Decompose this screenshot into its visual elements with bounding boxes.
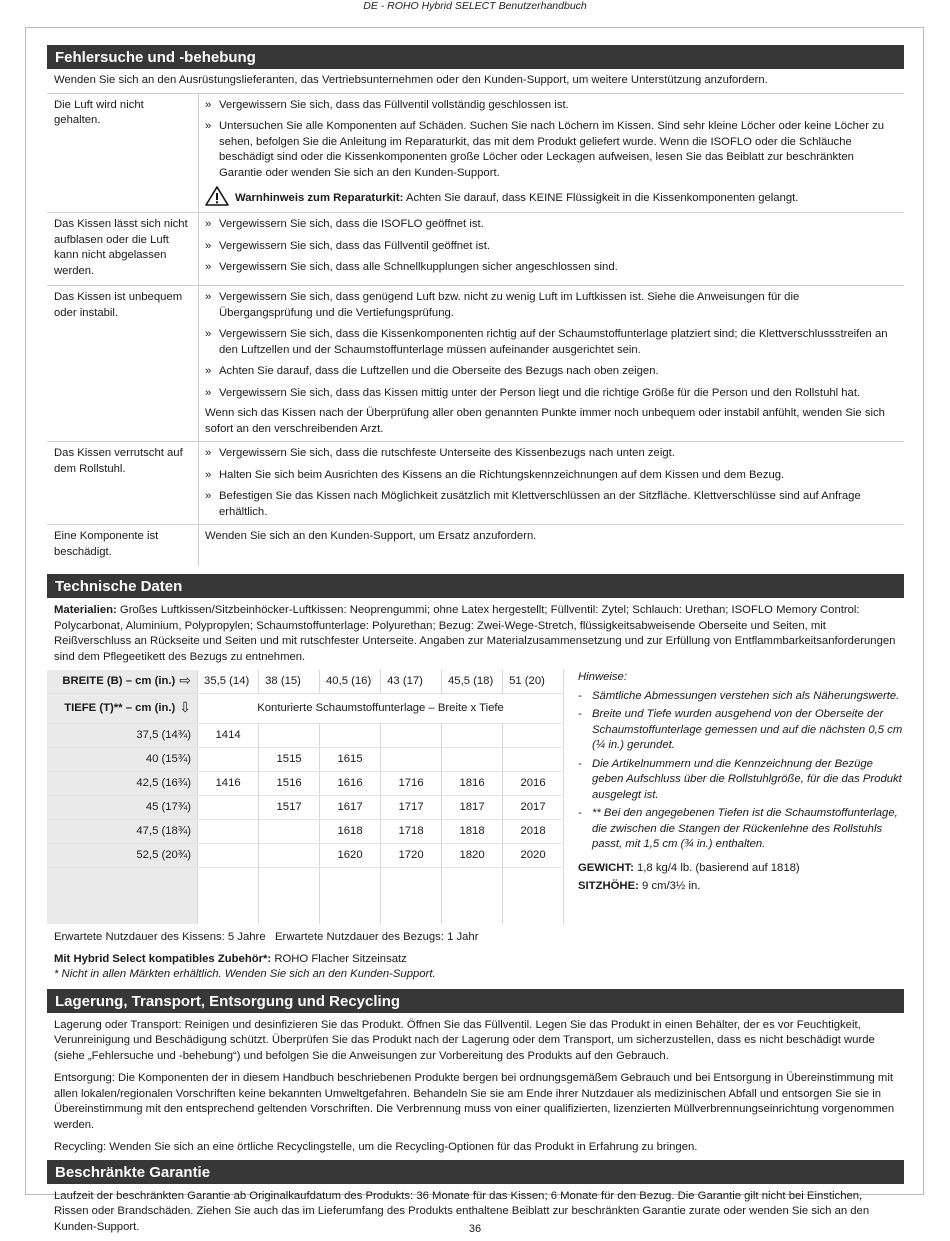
table-cell (381, 724, 442, 748)
problem-label: Das Kissen lässt sich nicht aufblasen oder die Luft kann nicht abgelassen werden. (47, 213, 199, 285)
table-cell: 1414 (198, 724, 259, 748)
warning-note (205, 186, 894, 206)
depth-cell: 40 (15¾) (47, 748, 198, 772)
depth-cell: 45 (17¾) (47, 796, 198, 820)
solution-bullet: » Vergewissern Sie sich, dass die rutschfeste Unterseite des Kissenbezugs nach unten zeigt. (205, 446, 894, 462)
solution-bullet: » Vergewissern Sie sich, dass genügend Luft bzw. nicht zu wenig Luft im Luftkissen ist. Siehe die Anweisungen für die Übergangsprüfung und die Vertiefungsprüfung. (205, 290, 894, 321)
solution-bullet: » Untersuchen Sie alle Komponenten auf Schäden. Suchen Sie nach Löchern im Kissen. Sind sehr kleine Löcher oder keine Löcher zu sehen, befolgen Sie die Anleitung im Reparaturkit, das mit dem Produkt geliefert wurde. Wenn die ISOFLO oder die Schläuche beschädigt sind oder die Kissenkomponenten große Löcher oder Leckagen aufweisen, lesen Sie das Beiblatt zur beschränkten Garantie oder wenden Sie sich an den Kunden-Support. (205, 119, 894, 181)
table-row (47, 796, 564, 820)
solution-bullet: » Vergewissern Sie sich, dass das Kissen mittig unter der Person liegt und die richtige Größe für die Person und den Rollstuhl hat. (205, 386, 894, 402)
troubleshooting-row (47, 94, 904, 214)
table-filler-row (47, 868, 564, 925)
solution-bullet: » Vergewissern Sie sich, dass alle Schnellkupplungen sicher angeschlossen sind. (205, 260, 894, 276)
width-cell: 51 (20) (503, 670, 564, 694)
troubleshooting-row (47, 213, 904, 286)
troubleshooting-intro: Wenden Sie sich an den Ausrüstungslieferanten, das Vertriebsunternehmen oder den Kunden-Support, um weitere Unterstützung anzufordern. (47, 69, 904, 94)
solution-bullet: » Halten Sie sich beim Ausrichten des Kissens an die Richtungskennzeichnungen auf dem Kissen und dem Bezug. (205, 468, 894, 484)
table-cell: 1615 (320, 748, 381, 772)
spec-block (578, 861, 904, 895)
seat-height-line (578, 879, 904, 895)
table-cell: 1820 (442, 844, 503, 868)
section-title-technical: Technische Daten (47, 574, 904, 598)
weight-line (578, 861, 904, 877)
solution-cell (199, 94, 904, 213)
accessory-line (47, 952, 904, 968)
table-cell: 1515 (259, 748, 320, 772)
warning-triangle-icon (205, 186, 229, 206)
table-cell: 1816 (442, 772, 503, 796)
table-cell: 1717 (381, 796, 442, 820)
depth-cell: 42,5 (16¾) (47, 772, 198, 796)
table-cell: 2018 (503, 820, 564, 844)
document-header: DE - ROHO Hybrid SELECT Benutzerhandbuch (363, 0, 587, 12)
table-cell (442, 724, 503, 748)
table-cell: 1720 (381, 844, 442, 868)
table-cell: 1818 (442, 820, 503, 844)
table-cell: 1618 (320, 820, 381, 844)
solution-cell (199, 442, 904, 524)
table-cell: 1716 (381, 772, 442, 796)
solution-extra: Wenn sich das Kissen nach der Überprüfung aller oben genannten Punkte immer noch unbequem oder instabil anfühlt, wenden Sie sich sofort an den verschreibenden Arzt. (205, 407, 885, 435)
table-subheader: Konturierte Schaumstoffunterlage – Breite x Tiefe (198, 694, 564, 724)
seat-height-label: SITZHÖHE: (578, 880, 639, 892)
solution-cell: Wenden Sie sich an den Kunden-Support, um Ersatz anzufordern. (205, 530, 537, 542)
problem-label: Die Luft wird nicht gehalten. (47, 94, 199, 213)
table-cell: 1516 (259, 772, 320, 796)
table-cell: 2016 (503, 772, 564, 796)
table-cell (259, 724, 320, 748)
table-cell (198, 748, 259, 772)
problem-label: Eine Komponente ist beschädigt. (47, 525, 199, 566)
table-cell: 1616 (320, 772, 381, 796)
solution-bullet: » Vergewissern Sie sich, dass die ISOFLO geöffnet ist. (205, 217, 894, 233)
size-table (47, 670, 564, 924)
table-cell (503, 724, 564, 748)
table-cell: 1620 (320, 844, 381, 868)
lifetime-line: Erwartete Nutzdauer des Kissens: 5 Jahre Erwartete Nutzdauer des Bezugs: 1 Jahr (54, 931, 479, 943)
solution-bullet: » Vergewissern Sie sich, dass das Füllventil vollständig geschlossen ist. (205, 98, 894, 114)
weight-value: 1,8 kg/4 lb. (basierend auf 1818) (633, 861, 800, 874)
table-cell (198, 796, 259, 820)
table-cell (198, 844, 259, 868)
section-title-troubleshooting: Fehlersuche und -behebung (47, 45, 904, 69)
accessory-note: * Nicht in allen Märkten erhältlich. Wenden Sie sich an den Kunden-Support. (54, 968, 436, 980)
width-label: BREITE (B) – cm (in.) (62, 675, 176, 688)
table-cell (381, 748, 442, 772)
disposal-paragraph: Entsorgung: Die Komponenten der in diesem Handbuch beschriebenen Produkte bergen bei ordnungsgemäßem Gebrauch und bei Entsorgung in Übereinstimmung mit allen lokalen/regionalen Vorschriften keine bekannten Umweltgefahren. Behandeln Sie sie am Ende ihrer Nutzdauer als medizinischen Abfall und entsorgen Sie sie in Übereinstimmung mit den entsprechend geltenden Vorschriften. Die Verbrennung muss von einer qualifizierten, lizenzierten Müllverbrennungseinrichtung vorgenommen werden. (54, 1072, 895, 1131)
arrow-right-icon: ⇨ (179, 672, 192, 689)
depth-header (47, 694, 198, 724)
section-title-storage: Lagerung, Transport, Entsorgung und Recycling (47, 989, 904, 1013)
note-item: - Breite und Tiefe wurden ausgehend von der Oberseite der Schaumstoffunterlage gemessen und auf die nächsten 0,5 cm (¼ in.) gerundet. (578, 707, 904, 754)
accessory-text: ROHO Flacher Sitzeinsatz (271, 952, 407, 965)
note-item: - ** Bei den angegebenen Tiefen ist die Schaumstoffunterlage, die zwischen die Stangen der Rückenlehne des Rollstuhls passt, mit 1,5 cm (¾ in.) enthalten. (578, 806, 904, 853)
storage-paragraph: Lagerung oder Transport: Reinigen und desinfizieren Sie das Produkt. Öffnen Sie das Füllventil. Legen Sie das Produkt in einen Behälter, der es vor Feuchtigkeit, Verunreinigung und Beschädigung schützt. Überprüfen Sie das Produkt nach der Lagerung oder dem Transport, um sicherzustellen, dass es nicht beschädigt wurde (siehe „Fehlersuche und -behebung“) und befolgen Sie die Anweisungen zur Vorbereitung des Produkts auf den Gebrauch. (54, 1018, 875, 1062)
warning-label: Warnhinweis zum Reparaturkit: (235, 191, 404, 204)
solution-bullet: » Befestigen Sie das Kissen nach Möglichkeit zusätzlich mit Klettverschlüssen an der Sitzfläche. Klettverschlüsse sind auf Anfrage erhältlich. (205, 489, 894, 520)
materials-label: Materialien: (54, 604, 117, 616)
width-cell: 40,5 (16) (320, 670, 381, 694)
table-cell: 1416 (198, 772, 259, 796)
width-cell: 38 (15) (259, 670, 320, 694)
table-cell (503, 748, 564, 772)
table-cell: 2020 (503, 844, 564, 868)
warning-text: Achten Sie darauf, dass KEINE Flüssigkeit in die Kissenkomponenten gelangt. (403, 191, 799, 204)
accessory-label: Mit Hybrid Select kompatibles Zubehör*: (54, 952, 272, 965)
weight-label: GEWICHT: (578, 861, 634, 874)
solution-bullet: » Vergewissern Sie sich, dass das Füllventil geöffnet ist. (205, 239, 894, 255)
note-item: - Sämtliche Abmessungen verstehen sich als Näherungswerte. (578, 689, 904, 705)
table-cell: 2017 (503, 796, 564, 820)
depth-header-row (47, 694, 564, 724)
troubleshooting-row (47, 442, 904, 525)
table-cell: 1817 (442, 796, 503, 820)
table-cell: 1617 (320, 796, 381, 820)
problem-label: Das Kissen verrutscht auf dem Rollstuhl. (47, 442, 199, 524)
solution-bullet: » Vergewissern Sie sich, dass die Kissenkomponenten richtig auf der Schaumstoffunterlage platziert sind; die Klettverschlussstreifen an den Luftzellen und der Schaumstoffunterlage müssen aufeinander ausgerichtet sein. (205, 327, 894, 358)
materials-text: Großes Luftkissen/Sitzbeinhöcker-Luftkissen: Neoprengummi; ohne Latex hergestellt; Füllventil: Zytel; Schlauch: Urethan; ISOFLO Memory Control: Polycarbonat, Aluminium, Polypropylen; Schaumstoffunterlage: Polyurethan; Bezug: Zwei-Wege-Stretch, flüssigkeitsabweisende Oberseite und Seiten, mit Reißverschluss an Rückseite und Seiten und mit rutschfester Unterseite. Angaben zur Materialzusammensetzung und zur Erfüllung von Entflammbarkeitsanforderungen sind dem Pflegeetikett des Bezugs zu entnehmen. (54, 604, 896, 663)
width-cell: 43 (17) (381, 670, 442, 694)
table-cell (198, 820, 259, 844)
notes-heading: Hinweise: (578, 671, 627, 683)
width-cell: 45,5 (18) (442, 670, 503, 694)
troubleshooting-row (47, 525, 904, 566)
arrow-down-icon: ⇩ (179, 699, 192, 716)
materials-paragraph (47, 603, 904, 665)
table-row (47, 724, 564, 748)
table-cell (259, 844, 320, 868)
depth-cell: 52,5 (20¾) (47, 844, 198, 868)
depth-label: TIEFE (T)** – cm (in.) (64, 702, 176, 715)
solution-bullet: » Achten Sie darauf, dass die Luftzellen und die Oberseite des Bezugs nach oben zeigen. (205, 364, 894, 380)
depth-cell: 47,5 (18¾) (47, 820, 198, 844)
seat-height-value: 9 cm/3½ in. (638, 880, 701, 892)
table-cell (259, 820, 320, 844)
solution-cell (199, 286, 904, 441)
depth-cell: 37,5 (14¾) (47, 724, 198, 748)
table-row (47, 772, 564, 796)
width-cell: 35,5 (14) (198, 670, 259, 694)
problem-label: Das Kissen ist unbequem oder instabil. (47, 286, 199, 441)
page-number: 36 (468, 1223, 482, 1235)
section-title-warranty: Beschränkte Garantie (47, 1160, 904, 1184)
width-header-row (47, 670, 564, 694)
table-row (47, 820, 564, 844)
width-header (47, 670, 198, 694)
table-cell: 1517 (259, 796, 320, 820)
table-cell: 1718 (381, 820, 442, 844)
table-cell (442, 748, 503, 772)
table-row (47, 844, 564, 868)
warranty-paragraph: Laufzeit der beschränkten Garantie ab Originalkaufdatum des Produkts: 36 Monate für das Kissen; 6 Monate für den Bezug. Die Garantie gilt nicht bei Einstichen, Rissen oder Brandschäden. Ziehen Sie auch das im Lieferumfang des Produkts enthaltene Beiblatt zur beschränkten Garantie zurate oder wenden Sie sich an den Kunden-Support. (54, 1189, 870, 1233)
recycling-paragraph: Recycling: Wenden Sie sich an eine örtliche Recyclingstelle, um die Recycling-Optionen für das Produkt in Erfahrung zu bringen. (54, 1141, 698, 1153)
table-cell (320, 724, 381, 748)
troubleshooting-row (47, 286, 904, 442)
solution-cell (199, 213, 904, 285)
technical-data-block (47, 670, 904, 924)
note-item: - Die Artikelnummern und die Kennzeichnung der Bezüge geben Aufschluss über die Rollstuhlgröße, für die das Produkt ausgelegt ist. (578, 757, 904, 804)
table-row (47, 748, 564, 772)
notes-panel (564, 670, 904, 924)
page-content (47, 45, 904, 1235)
